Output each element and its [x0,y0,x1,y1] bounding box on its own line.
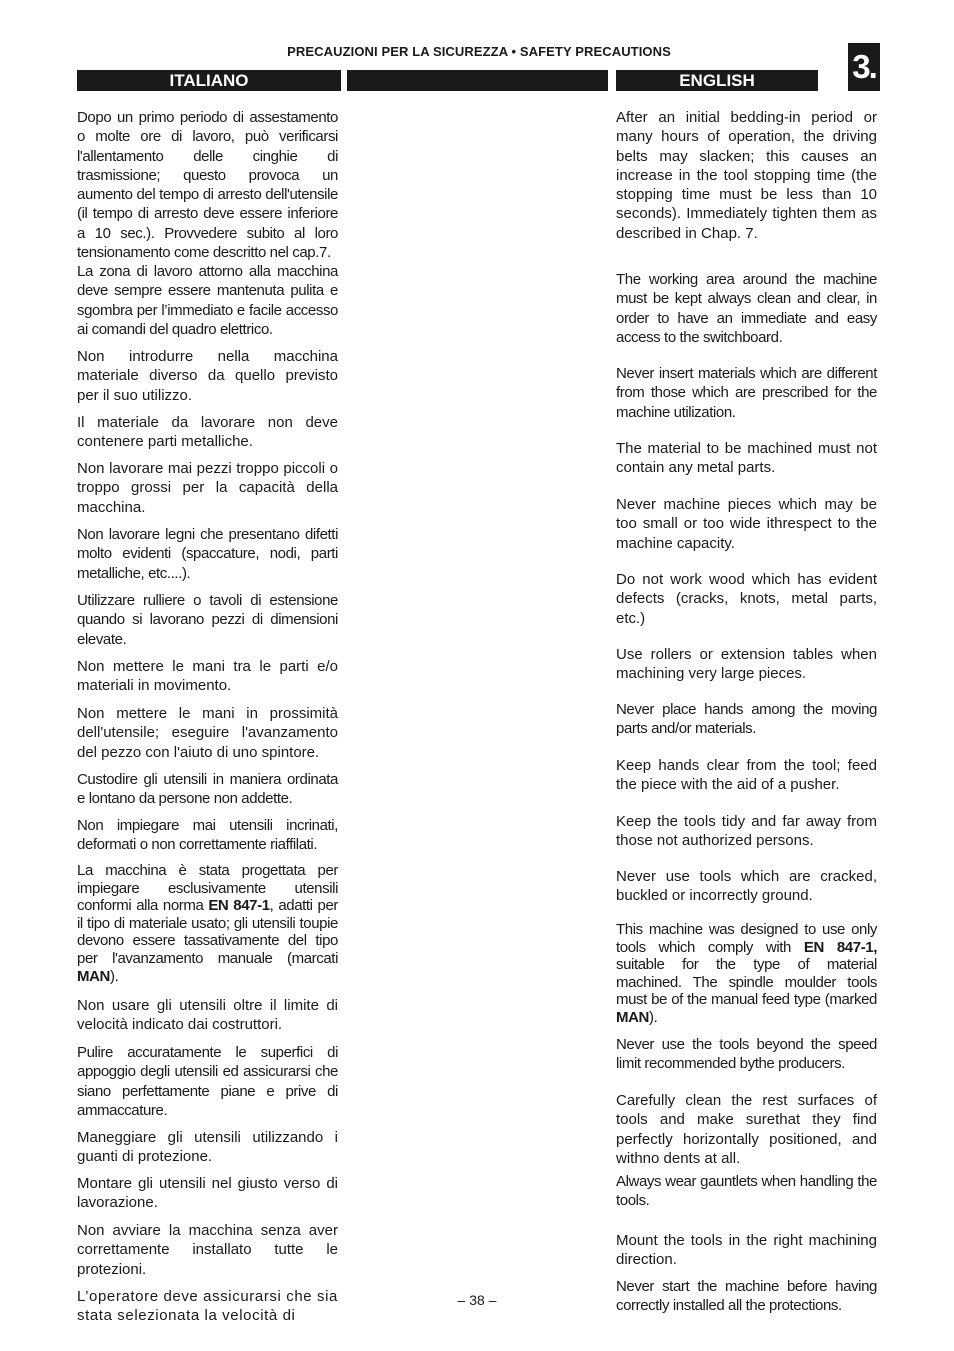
italian-paragraph: Montare gli utensili nel giusto verso di lavorazione. [77,1175,338,1212]
english-paragraph: Keep the tools tidy and far away from those not authorized persons. [616,813,877,850]
english-paragraph: Keep hands clear from the tool; feed the piece with the aid of a pusher. [616,757,877,794]
italian-column [77,108,338,1328]
middle-section-bar [347,70,608,91]
chapter-number-badge: 3. [848,43,880,91]
man-marking: MAN [77,967,110,985]
english-text: suitable for the type of material machined. The spindle moulder tools must be of the manual feed type (marked [616,956,877,1009]
italian-text: , adatti per il tipo di materiale usato; gli utensili toupie devono essere tassativamente del tipo per l'avanzamento manuale (marcati [77,897,339,967]
english-paragraph: Do not work wood which has evident defects (cracks, knots, metal parts, etc.) [616,571,877,627]
english-column [616,108,877,1328]
english-section-bar [616,70,818,91]
standard-reference: EN 847-1 [208,897,270,915]
italian-paragraph: Non lavorare legni che presentano difetti molto evidenti (spaccature, nodi, parti metalliche, etc....). [77,526,338,582]
italian-paragraph: Non avviare la macchina senza aver correttamente installato tutte le protezioni. [77,1222,338,1278]
standard-reference: EN 847-1, [803,938,877,956]
italian-paragraph: Utilizzare rulliere o tavoli di estensione quando si lavorano pezzi di dimensioni elevate. [77,592,338,648]
english-paragraph: Always wear gauntlets when handling the tools. [616,1173,877,1210]
english-paragraph: Never start the machine before having correctly installed all the protections. [616,1278,877,1315]
english-text: This machine was designed to use only tools which comply with [616,921,877,956]
english-paragraph: Never machine pieces which may be too small or too wide ithrespect to the machine capacity. [616,496,877,552]
italian-paragraph: La zona di lavoro attorno alla macchina deve sempre essere mantenuta pulita e sgombra per l’immediato e facile accesso ai comandi del quadro elettrico. [77,263,338,338]
english-paragraph: Mount the tools in the right machining direction. [616,1232,877,1269]
english-paragraph: Never place hands among the moving parts and/or materials. [616,701,877,738]
italian-paragraph: Non usare gli utensili oltre il limite di velocità indicato dai costruttori. [77,997,338,1034]
english-section-label: ENGLISH [679,71,755,90]
italian-paragraph: Non introdurre nella macchina materiale diverso da quello previsto per il suo utilizzo. [77,348,338,404]
italian-paragraph: Dopo un primo periodo di assestamento o molte ore di lavoro, può verificarsi l'allentamento delle cinghie di trasmissione; questo provoca un aumento del tempo di arresto dell'utensile (il tempo di arresto deve essere inferiore a 10 sec.). Provvedere subito al loro tensionamento come descritto nel cap.7. [77,109,338,262]
italian-paragraph: Pulire accuratamente le superfici di appoggio degli utensili ed assicurarsi che siano perfettamente piane e prive di ammaccature. [77,1044,338,1119]
italian-paragraph: Non mettere le mani in prossimità dell'utensile; eseguire l'avanzamento del pezzo con l'aiuto di uno spintore. [77,705,338,761]
man-marking: MAN [616,1008,649,1026]
english-paragraph: Never insert materials which are different from those which are prescribed for the machine utilization. [616,365,877,421]
italian-paragraph: Il materiale da lavorare non deve contenere parti metalliche. [77,414,338,451]
english-paragraph: The material to be machined must not contain any metal parts. [616,440,877,477]
english-paragraph-en847 [616,921,877,1027]
italian-paragraph: Non lavorare mai pezzi troppo piccoli o troppo grossi per la capacità della macchina. [77,460,338,516]
english-paragraph: Never use tools which are cracked, buckled or incorrectly ground. [616,868,877,905]
italian-section-bar [77,70,341,91]
italian-paragraph: L’operatore deve assicurarsi che sia stata selezionata la velocità di [77,1288,338,1325]
italian-paragraph: Custodire gli utensili in maniera ordinata e lontano da persone non addette. [77,771,338,808]
italian-paragraph: Maneggiare gli utensili utilizzando i guanti di protezione. [77,1129,338,1166]
italian-text: ). [109,967,119,985]
english-paragraph: After an initial bedding-in period or many hours of operation, the driving belts may slacken; this causes an increase in the tool stopping time (the stopping time must be less than 10 seconds). Immediately tighten them as described in Chap. 7. [616,109,877,242]
italian-text: La macchina è stata progettata per impiegare esclusivamente utensili conformi alla norma [77,862,338,915]
page-header-title: PRECAUZIONI PER LA SICUREZZA • SAFETY PRECAUTIONS [287,44,671,59]
italian-paragraph: Non impiegare mai utensili incrinati, deformati o non correttamente riaffilati. [77,817,338,854]
english-paragraph: Use rollers or extension tables when machining very large pieces. [616,646,877,683]
english-paragraph: The working area around the machine must be kept always clean and clear, in order to have an immediate and easy access to the switchboard. [616,271,877,346]
english-paragraph: Never use the tools beyond the speed limit recommended bythe producers. [616,1036,877,1073]
italian-paragraph: Non mettere le mani tra le parti e/o materiali in movimento. [77,658,338,695]
english-paragraph: Carefully clean the rest surfaces of tools and make surethat they find perfectly horizontally positioned, and withno dents at all. [616,1092,877,1167]
italian-paragraph-en847 [77,862,338,985]
english-text: ). [648,1008,658,1026]
page-number: – 38 – [457,1292,497,1308]
italian-section-label: ITALIANO [169,71,249,90]
